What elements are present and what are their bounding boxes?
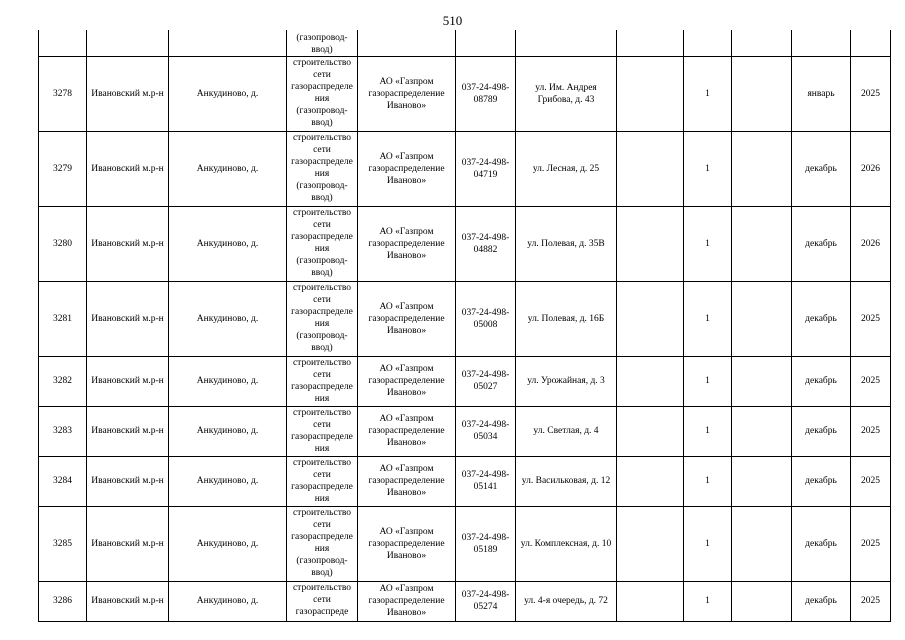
cell-empty [684,30,732,56]
cell-number [39,30,87,56]
cell-number: 3281 [39,281,87,356]
cell-district: Ивановский м.р-н [87,581,169,621]
table-row [39,56,891,131]
cell-address: ул. Полевая, д. 35В [516,206,617,281]
cell-district: Ивановский м.р-н [87,281,169,356]
cell-quantity: 1 [684,356,732,406]
table-row [39,281,891,356]
cell-district: Ивановский м.р-н [87,406,169,456]
cell-work-type: строительство сети газораспределения (газопровод-ввод) [287,281,358,356]
cell-number: 3284 [39,456,87,506]
cell-object-code: 037-24-498-04882 [456,206,516,281]
cell-locality: Анкудиново, д. [169,356,287,406]
cell-number: 3283 [39,406,87,456]
table-row [39,406,891,456]
cell-locality: Анкудиново, д. [169,56,287,131]
cell-year: 2025 [851,56,891,131]
cell-quantity: 1 [684,281,732,356]
cell-object-code: 037-24-498-05274 [456,581,516,621]
registry-body [39,30,891,621]
cell-address: ул. Комплексная, д. 10 [516,506,617,581]
cell-empty [732,131,792,206]
cell-quantity: 1 [684,131,732,206]
cell-address: ул. Им. Андрея Грибова, д. 43 [516,56,617,131]
cell-month: декабрь [792,281,851,356]
cell-quantity: 1 [684,56,732,131]
cell-empty [732,581,792,621]
cell-object-code: 037-24-498-08789 [456,56,516,131]
cell-organization: АО «Газпром газораспределение Иваново» [358,281,456,356]
cell-month: декабрь [792,456,851,506]
cell-empty [732,30,792,56]
cell-year: 2025 [851,506,891,581]
cell-empty [617,356,684,406]
cell-number: 3280 [39,206,87,281]
cell-empty [617,30,684,56]
cell-locality: Анкудиново, д. [169,131,287,206]
cell-district: Ивановский м.р-н [87,131,169,206]
cell-empty [792,30,851,56]
cell-organization: АО «Газпром газораспределение Иваново» [358,406,456,456]
cell-quantity: 1 [684,456,732,506]
registry-table [38,30,891,622]
cell-quantity: 1 [684,206,732,281]
cell-district: Ивановский м.р-н [87,456,169,506]
cell-address: ул. Васильковая, д. 12 [516,456,617,506]
cell-year: 2026 [851,131,891,206]
cell-month: январь [792,56,851,131]
cell-year: 2025 [851,456,891,506]
cell-locality: Анкудиново, д. [169,281,287,356]
cell-district [87,30,169,56]
table-row [39,206,891,281]
cell-work-type: строительство сети газораспределения (газопровод-ввод) [287,56,358,131]
cell-locality: Анкудиново, д. [169,581,287,621]
cell-address [516,30,617,56]
cell-month: декабрь [792,131,851,206]
cell-address: ул. Урожайная, д. 3 [516,356,617,406]
cell-district: Ивановский м.р-н [87,56,169,131]
cell-number: 3285 [39,506,87,581]
cell-month: декабрь [792,506,851,581]
cell-year: 2025 [851,581,891,621]
cell-work-type: (газопровод- ввод) [287,30,358,56]
table-row [39,581,891,621]
cell-address: ул. Полевая, д. 16Б [516,281,617,356]
cell-month: декабрь [792,356,851,406]
cell-work-type: строительство сети газораспреде [287,581,358,621]
cell-empty [732,456,792,506]
cell-address: ул. 4-я очередь, д. 72 [516,581,617,621]
cell-object-code [456,30,516,56]
cell-year: 2025 [851,406,891,456]
cell-work-type: строительство сети газораспределения [287,406,358,456]
cell-organization: АО «Газпром газораспределение Иваново» [358,356,456,406]
cell-object-code: 037-24-498-05008 [456,281,516,356]
cell-work-type: строительство сети газораспределения (газопровод-ввод) [287,206,358,281]
cell-work-type: строительство сети газораспределения [287,456,358,506]
cell-empty [617,206,684,281]
cell-locality: Анкудиново, д. [169,206,287,281]
cell-object-code: 037-24-498-05027 [456,356,516,406]
cell-quantity: 1 [684,581,732,621]
cell-empty [732,281,792,356]
cell-empty [617,581,684,621]
cell-month: декабрь [792,581,851,621]
table-row [39,456,891,506]
cell-empty [732,506,792,581]
cell-empty [732,56,792,131]
cell-object-code: 037-24-498-05189 [456,506,516,581]
cell-district: Ивановский м.р-н [87,506,169,581]
cell-number: 3286 [39,581,87,621]
cell-month: декабрь [792,206,851,281]
cell-empty [732,206,792,281]
cell-empty [732,406,792,456]
cell-object-code: 037-24-498-05034 [456,406,516,456]
cell-empty [617,131,684,206]
table-row [39,356,891,406]
cell-address: ул. Лесная, д. 25 [516,131,617,206]
table-row [39,506,891,581]
cell-object-code: 037-24-498-04719 [456,131,516,206]
cell-empty [617,456,684,506]
cell-locality: Анкудиново, д. [169,406,287,456]
cell-empty [732,356,792,406]
page-number: 510 [442,13,463,28]
cell-organization: АО «Газпром газораспределение Иваново» [358,456,456,506]
cell-empty [617,406,684,456]
cell-empty [617,506,684,581]
cell-object-code: 037-24-498-05141 [456,456,516,506]
cell-empty [617,56,684,131]
cell-organization: АО «Газпром газораспределение Иваново» [358,131,456,206]
cell-address: ул. Светлая, д. 4 [516,406,617,456]
cell-locality: Анкудиново, д. [169,506,287,581]
cell-locality [169,30,287,56]
cell-month: декабрь [792,406,851,456]
cell-number: 3278 [39,56,87,131]
cell-number: 3279 [39,131,87,206]
cell-organization: АО «Газпром газораспределение Иваново» [358,56,456,131]
table-row [39,131,891,206]
cell-number: 3282 [39,356,87,406]
cell-locality: Анкудиново, д. [169,456,287,506]
cell-organization: АО «Газпром газораспределение Иваново» [358,206,456,281]
cell-work-type: строительство сети газораспределения (газопровод-ввод) [287,131,358,206]
cell-organization: АО «Газпром газораспределение Иваново» [358,506,456,581]
cell-quantity: 1 [684,506,732,581]
cell-empty [617,281,684,356]
cell-empty [851,30,891,56]
cell-district: Ивановский м.р-н [87,206,169,281]
cell-year: 2026 [851,206,891,281]
cell-work-type: строительство сети газораспределения [287,356,358,406]
cell-work-type: строительство сети газораспределения (газопровод-ввод) [287,506,358,581]
cell-quantity: 1 [684,406,732,456]
table-row-partial [39,30,891,56]
cell-district: Ивановский м.р-н [87,356,169,406]
cell-organization [358,30,456,56]
cell-year: 2025 [851,281,891,356]
cell-year: 2025 [851,356,891,406]
cell-organization: АО «Газпром газораспределение Иваново» [358,581,456,621]
